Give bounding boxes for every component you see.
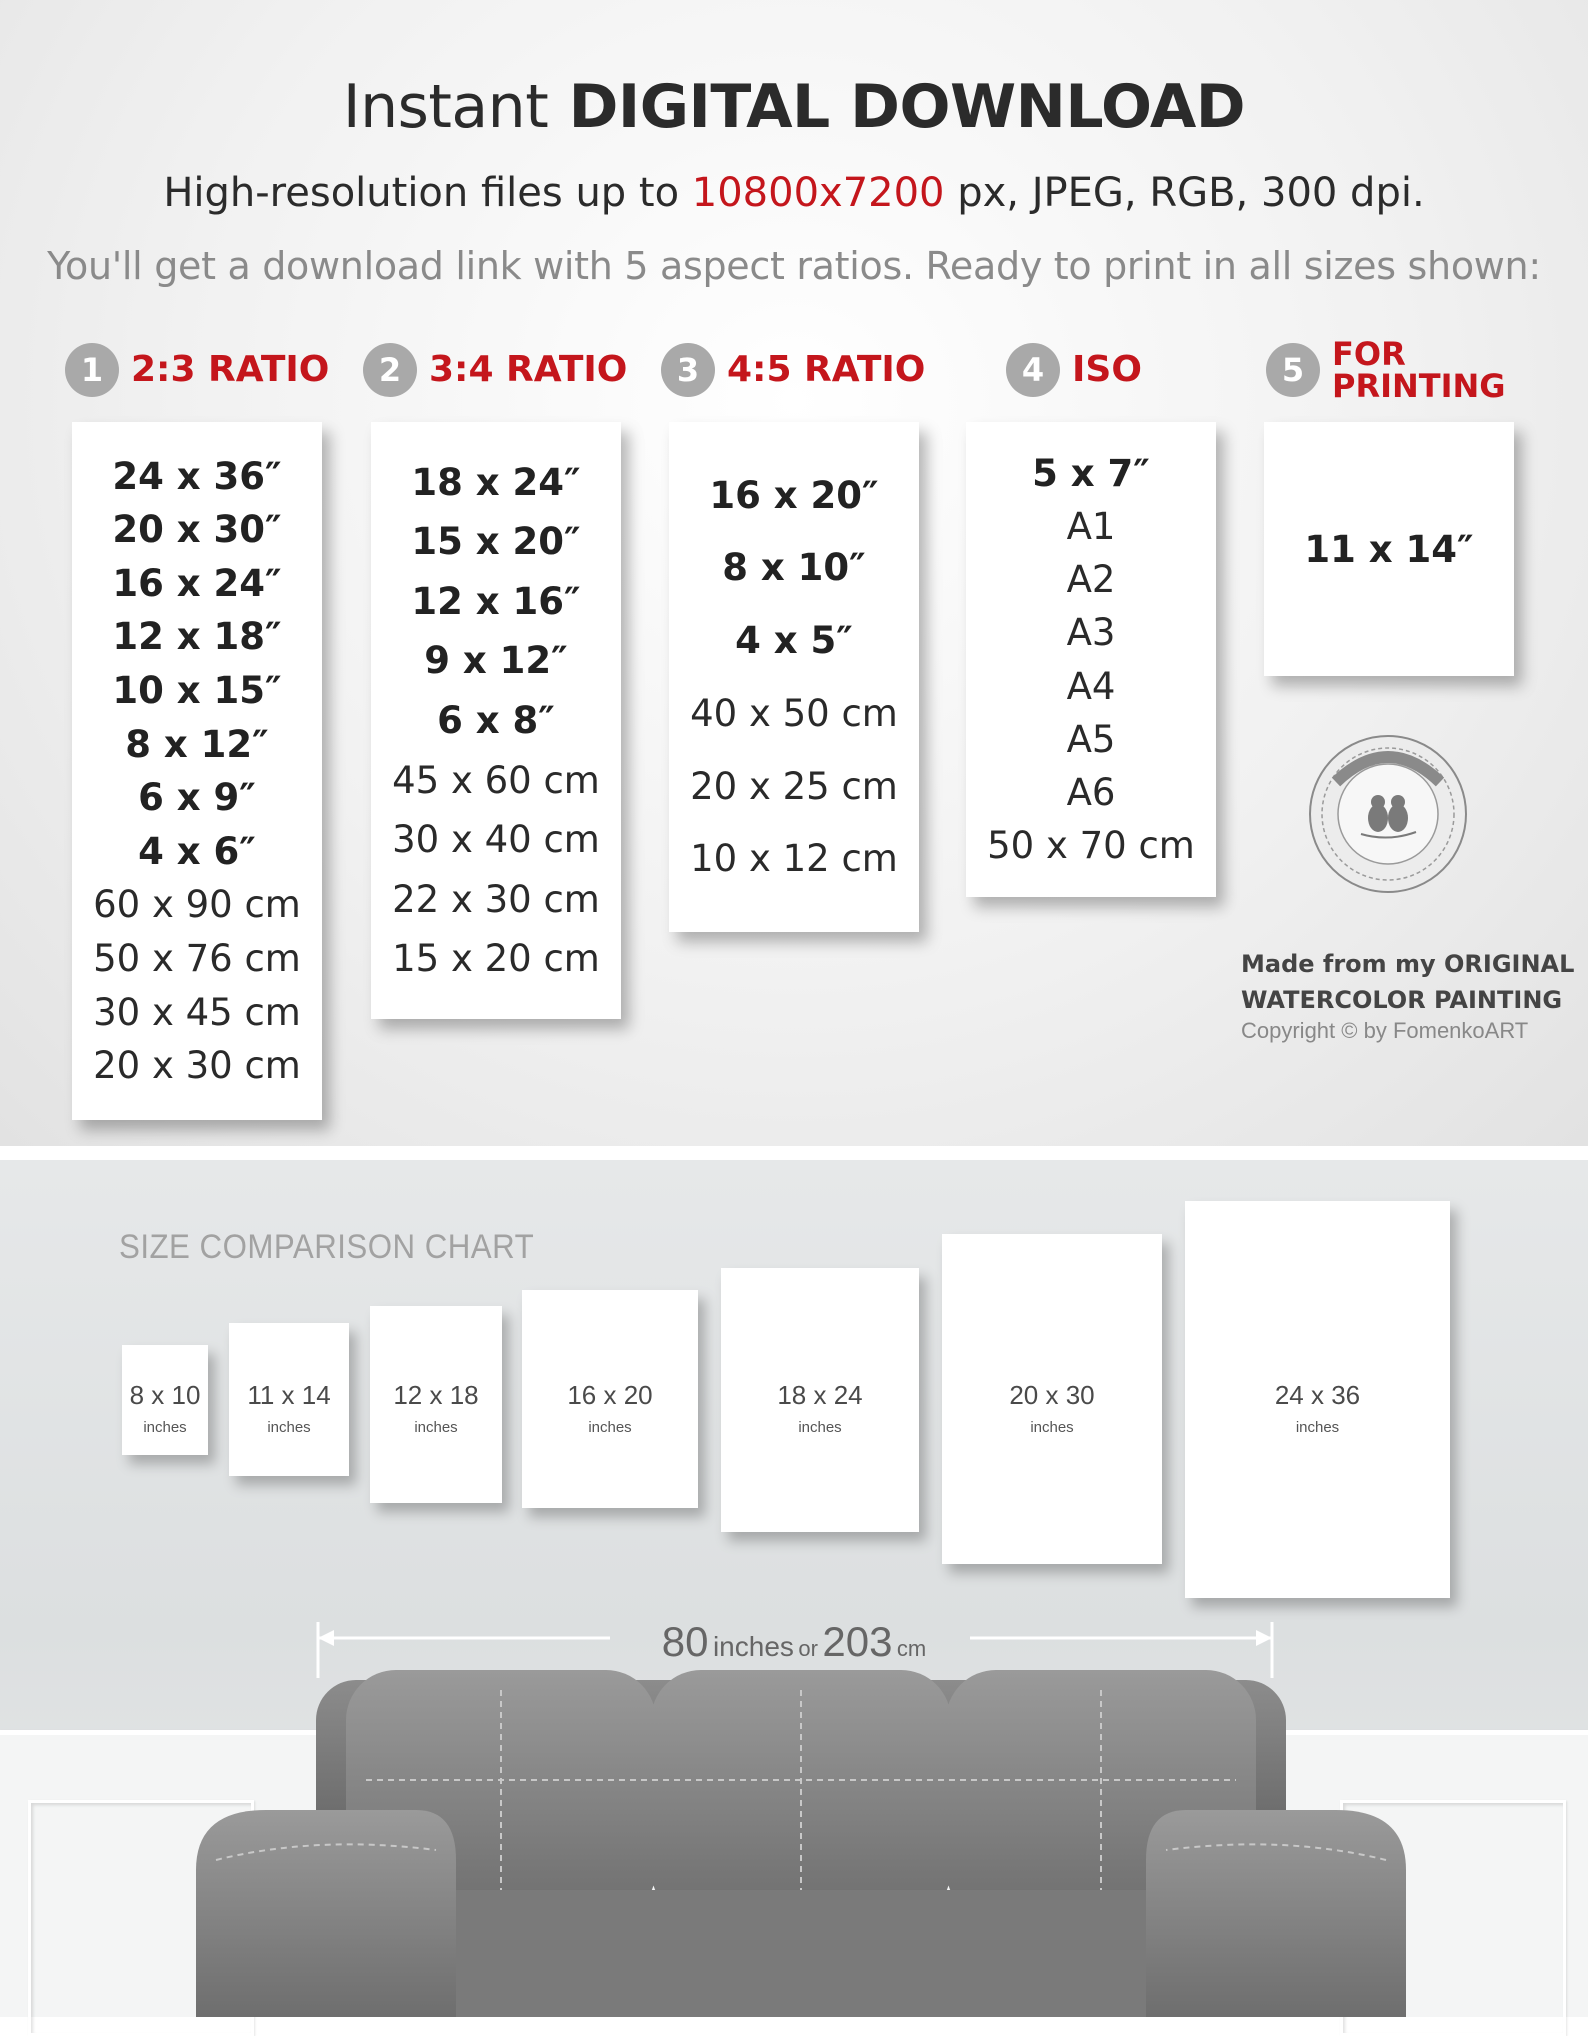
ratio-number-badge: 2 xyxy=(363,343,417,397)
frame-unit: inches xyxy=(414,1419,458,1436)
size-cm: 50 x 76 cm xyxy=(93,937,301,981)
credit-line1: Made from my ORIGINAL xyxy=(1241,950,1575,978)
size-inches: 24 x 36″ xyxy=(112,454,282,498)
size-iso: A3 xyxy=(1066,611,1116,655)
size-inches: 6 x 8″ xyxy=(437,698,555,742)
frame-unit: inches xyxy=(1295,1419,1340,1436)
title-light: Instant xyxy=(342,72,549,142)
size-iso: A2 xyxy=(1066,558,1116,602)
download-note: You'll get a download link with 5 aspect ratios. Ready to print in all sizes shown: xyxy=(47,244,1541,288)
comparison-chart-title: SIZE COMPARISON CHART xyxy=(119,1228,535,1266)
size-inches: 20 x 30″ xyxy=(112,508,282,552)
ratio-label: ISO xyxy=(1072,349,1142,390)
ratio-label: 2:3 RATIO xyxy=(131,349,330,390)
frame-label xyxy=(1185,1380,1450,1436)
size-card-iso xyxy=(966,422,1216,897)
total-width-label xyxy=(0,1618,1588,1666)
width-cm-unit: cm xyxy=(896,1636,927,1661)
ratio-label: 4:5 RATIO xyxy=(727,349,926,390)
size-iso: A1 xyxy=(1066,505,1116,549)
frame-unit: inches xyxy=(1030,1419,1074,1436)
size-inches: 15 x 20″ xyxy=(411,520,581,564)
size-cm: 20 x 25 cm xyxy=(690,764,898,808)
size-cm: 30 x 45 cm xyxy=(93,990,301,1034)
frame-unit: inches xyxy=(798,1419,842,1436)
ratio-number-badge: 3 xyxy=(661,343,715,397)
frame-label xyxy=(370,1380,502,1436)
section-divider xyxy=(0,1146,1588,1160)
size-inches: 4 x 5″ xyxy=(735,619,853,663)
width-inches-value: 80 xyxy=(661,1618,709,1665)
size-inches: 12 x 18″ xyxy=(112,615,282,659)
size-inches: 16 x 24″ xyxy=(112,561,282,605)
fomenkoart-seal-logo xyxy=(1306,732,1470,896)
ratio-label xyxy=(1332,335,1506,405)
size-inches: 8 x 10″ xyxy=(722,546,866,590)
width-cm-value: 203 xyxy=(822,1618,893,1665)
frame-label xyxy=(721,1380,919,1436)
ratio-header-1 xyxy=(65,335,329,405)
size-card-3-4 xyxy=(371,422,621,1019)
size-inches: 12 x 16″ xyxy=(411,579,581,623)
ratio-label: 3:4 RATIO xyxy=(429,349,628,390)
size-inches: 11 x 14″ xyxy=(1304,528,1474,571)
copyright-text: Copyright © by FomenkoART xyxy=(1241,1018,1529,1043)
size-inches: 8 x 12″ xyxy=(125,722,269,766)
width-inches-unit: inches xyxy=(712,1631,794,1662)
size-cm: 22 x 30 cm xyxy=(392,877,600,921)
size-iso: A5 xyxy=(1066,717,1116,761)
width-or: or xyxy=(798,1636,818,1661)
size-inches: 16 x 20″ xyxy=(709,473,879,517)
resolution-subtitle xyxy=(0,170,1588,216)
ratio-number-badge: 5 xyxy=(1266,343,1320,397)
frame-dimensions: 24 x 36 xyxy=(1274,1380,1361,1410)
size-cm: 15 x 20 cm xyxy=(392,937,600,981)
size-cm: 20 x 30 cm xyxy=(93,1044,301,1088)
size-cm: 10 x 12 cm xyxy=(690,837,898,881)
ratio-label-line1: FOR xyxy=(1332,335,1406,373)
frame-dimensions: 12 x 18 xyxy=(393,1380,479,1410)
ratio-header-3 xyxy=(661,335,925,405)
credit-line2: WATERCOLOR PAINTING xyxy=(1241,986,1563,1014)
sofa-image xyxy=(196,1660,1406,2017)
ratio-header-5 xyxy=(1266,335,1506,405)
ratio-label-line2: PRINTING xyxy=(1332,367,1506,405)
ratio-header-2 xyxy=(363,335,627,405)
frame-unit: inches xyxy=(267,1419,311,1436)
frame-dimensions: 18 x 24 xyxy=(777,1380,863,1410)
size-card-4-5 xyxy=(669,422,919,932)
subtitle-pre: High-resolution files up to xyxy=(163,170,680,216)
size-inches: 5 x 7″ xyxy=(1032,452,1150,496)
size-inches: 4 x 6″ xyxy=(138,829,256,873)
frame-unit: inches xyxy=(143,1419,187,1436)
size-inches: 18 x 24″ xyxy=(411,460,581,504)
size-cm: 60 x 90 cm xyxy=(93,883,301,927)
size-cm: 40 x 50 cm xyxy=(690,691,898,735)
page-title xyxy=(0,72,1588,142)
size-iso: A4 xyxy=(1066,664,1116,708)
frame-label xyxy=(522,1380,698,1436)
frame-dimensions: 8 x 10 xyxy=(129,1380,201,1410)
frame-unit: inches xyxy=(588,1419,632,1436)
ratio-number-badge: 4 xyxy=(1006,343,1060,397)
size-inches: 6 x 9″ xyxy=(138,776,256,820)
frame-dimensions: 20 x 30 xyxy=(1009,1380,1095,1410)
ratio-number-badge: 1 xyxy=(65,343,119,397)
frame-dimensions: 16 x 20 xyxy=(567,1380,653,1410)
size-iso: A6 xyxy=(1066,770,1116,814)
original-painting-note xyxy=(1241,946,1574,1018)
frame-label xyxy=(942,1380,1162,1436)
size-inches: 10 x 15″ xyxy=(112,669,282,713)
ratio-header-4 xyxy=(1006,335,1142,405)
size-card-printing xyxy=(1264,422,1514,676)
frame-label xyxy=(229,1380,349,1436)
size-inches: 9 x 12″ xyxy=(424,639,568,683)
resolution-highlight: 10800x7200 xyxy=(691,170,945,216)
frame-label xyxy=(122,1380,208,1436)
size-cm: 30 x 40 cm xyxy=(392,818,600,862)
title-bold: DIGITAL DOWNLOAD xyxy=(568,72,1246,142)
size-cm: 45 x 60 cm xyxy=(392,758,600,802)
subtitle-post: px, JPEG, RGB, 300 dpi. xyxy=(957,170,1425,216)
frame-dimensions: 11 x 14 xyxy=(247,1380,331,1410)
size-card-2-3 xyxy=(72,422,322,1120)
size-cm: 50 x 70 cm xyxy=(987,823,1195,867)
